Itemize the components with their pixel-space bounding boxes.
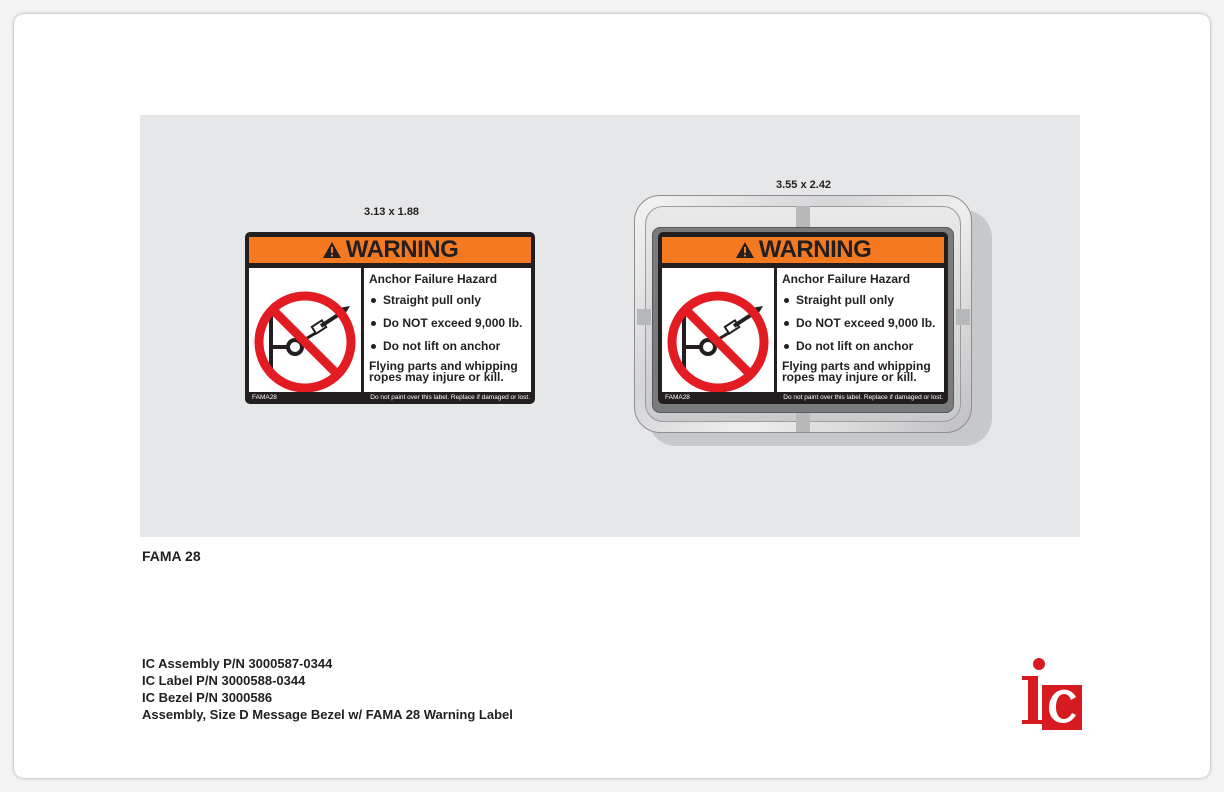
left-label-dimension: 3.13 x 1.88 bbox=[364, 206, 420, 218]
warning-label-in-bezel bbox=[658, 232, 948, 404]
message-panel bbox=[777, 268, 944, 392]
list-item: Straight pull only bbox=[369, 293, 531, 307]
hazard-title: Anchor Failure Hazard bbox=[782, 272, 911, 286]
prohibition-pictogram bbox=[662, 268, 774, 392]
bezel-notch-right bbox=[956, 309, 970, 325]
warning-triangle-icon bbox=[735, 241, 755, 259]
bullet-icon bbox=[371, 344, 376, 349]
warning-banner bbox=[662, 237, 944, 263]
instruction-list bbox=[369, 293, 531, 353]
no-lift-anchor-icon bbox=[249, 268, 361, 392]
bullet-icon bbox=[371, 321, 376, 326]
right-label-dimension: 3.55 x 2.42 bbox=[776, 179, 832, 191]
list-item: Do not lift on anchor bbox=[782, 339, 944, 353]
bezel-part-number: IC Bezel P/N 3000586 bbox=[142, 690, 273, 705]
footer-notice: Do not paint over this label. Replace if damaged or lost. bbox=[370, 394, 530, 401]
message-panel bbox=[364, 268, 531, 392]
label-part-number: IC Label P/N 3000588-0344 bbox=[142, 673, 306, 688]
hazard-title: Anchor Failure Hazard bbox=[369, 272, 498, 286]
bezel-notch-top bbox=[796, 206, 810, 228]
bullet-icon bbox=[784, 321, 789, 326]
bullet-icon bbox=[784, 298, 789, 303]
instruction-list bbox=[782, 293, 944, 353]
label-footer bbox=[252, 393, 530, 403]
footer-notice: Do not paint over this label. Replace if damaged or lost. bbox=[783, 394, 943, 401]
list-item: Do not lift on anchor bbox=[369, 339, 531, 353]
bullet-icon bbox=[784, 344, 789, 349]
no-lift-anchor-icon bbox=[662, 268, 774, 392]
assembly-description: Assembly, Size D Message Bezel w/ FAMA 28 Warning Label bbox=[142, 707, 513, 722]
label-code: FAMA28 bbox=[252, 394, 277, 401]
consequence-text: Flying parts and whipping ropes may injure or kill. bbox=[782, 359, 931, 384]
warning-banner bbox=[249, 237, 531, 263]
label-footer bbox=[665, 393, 943, 403]
label-code: FAMA28 bbox=[665, 394, 690, 401]
warning-triangle-icon bbox=[322, 241, 342, 259]
signal-word: WARNING bbox=[758, 236, 872, 263]
part-number-block bbox=[142, 655, 513, 723]
assembly-part-number: IC Assembly P/N 3000587-0344 bbox=[142, 656, 333, 671]
signal-word: WARNING bbox=[345, 236, 459, 263]
warning-label-standalone bbox=[245, 232, 535, 404]
ic-logo bbox=[1020, 657, 1084, 731]
figure-caption: FAMA 28 bbox=[142, 548, 201, 564]
bezel-notch-bottom bbox=[796, 410, 810, 432]
list-item: Do NOT exceed 9,000 lb. bbox=[782, 316, 944, 330]
prohibition-pictogram bbox=[249, 268, 361, 392]
bezel-notch-left bbox=[637, 309, 651, 325]
consequence-text: Flying parts and whipping ropes may injure or kill. bbox=[369, 359, 518, 384]
list-item: Do NOT exceed 9,000 lb. bbox=[369, 316, 531, 330]
bullet-icon bbox=[371, 298, 376, 303]
list-item: Straight pull only bbox=[782, 293, 944, 307]
